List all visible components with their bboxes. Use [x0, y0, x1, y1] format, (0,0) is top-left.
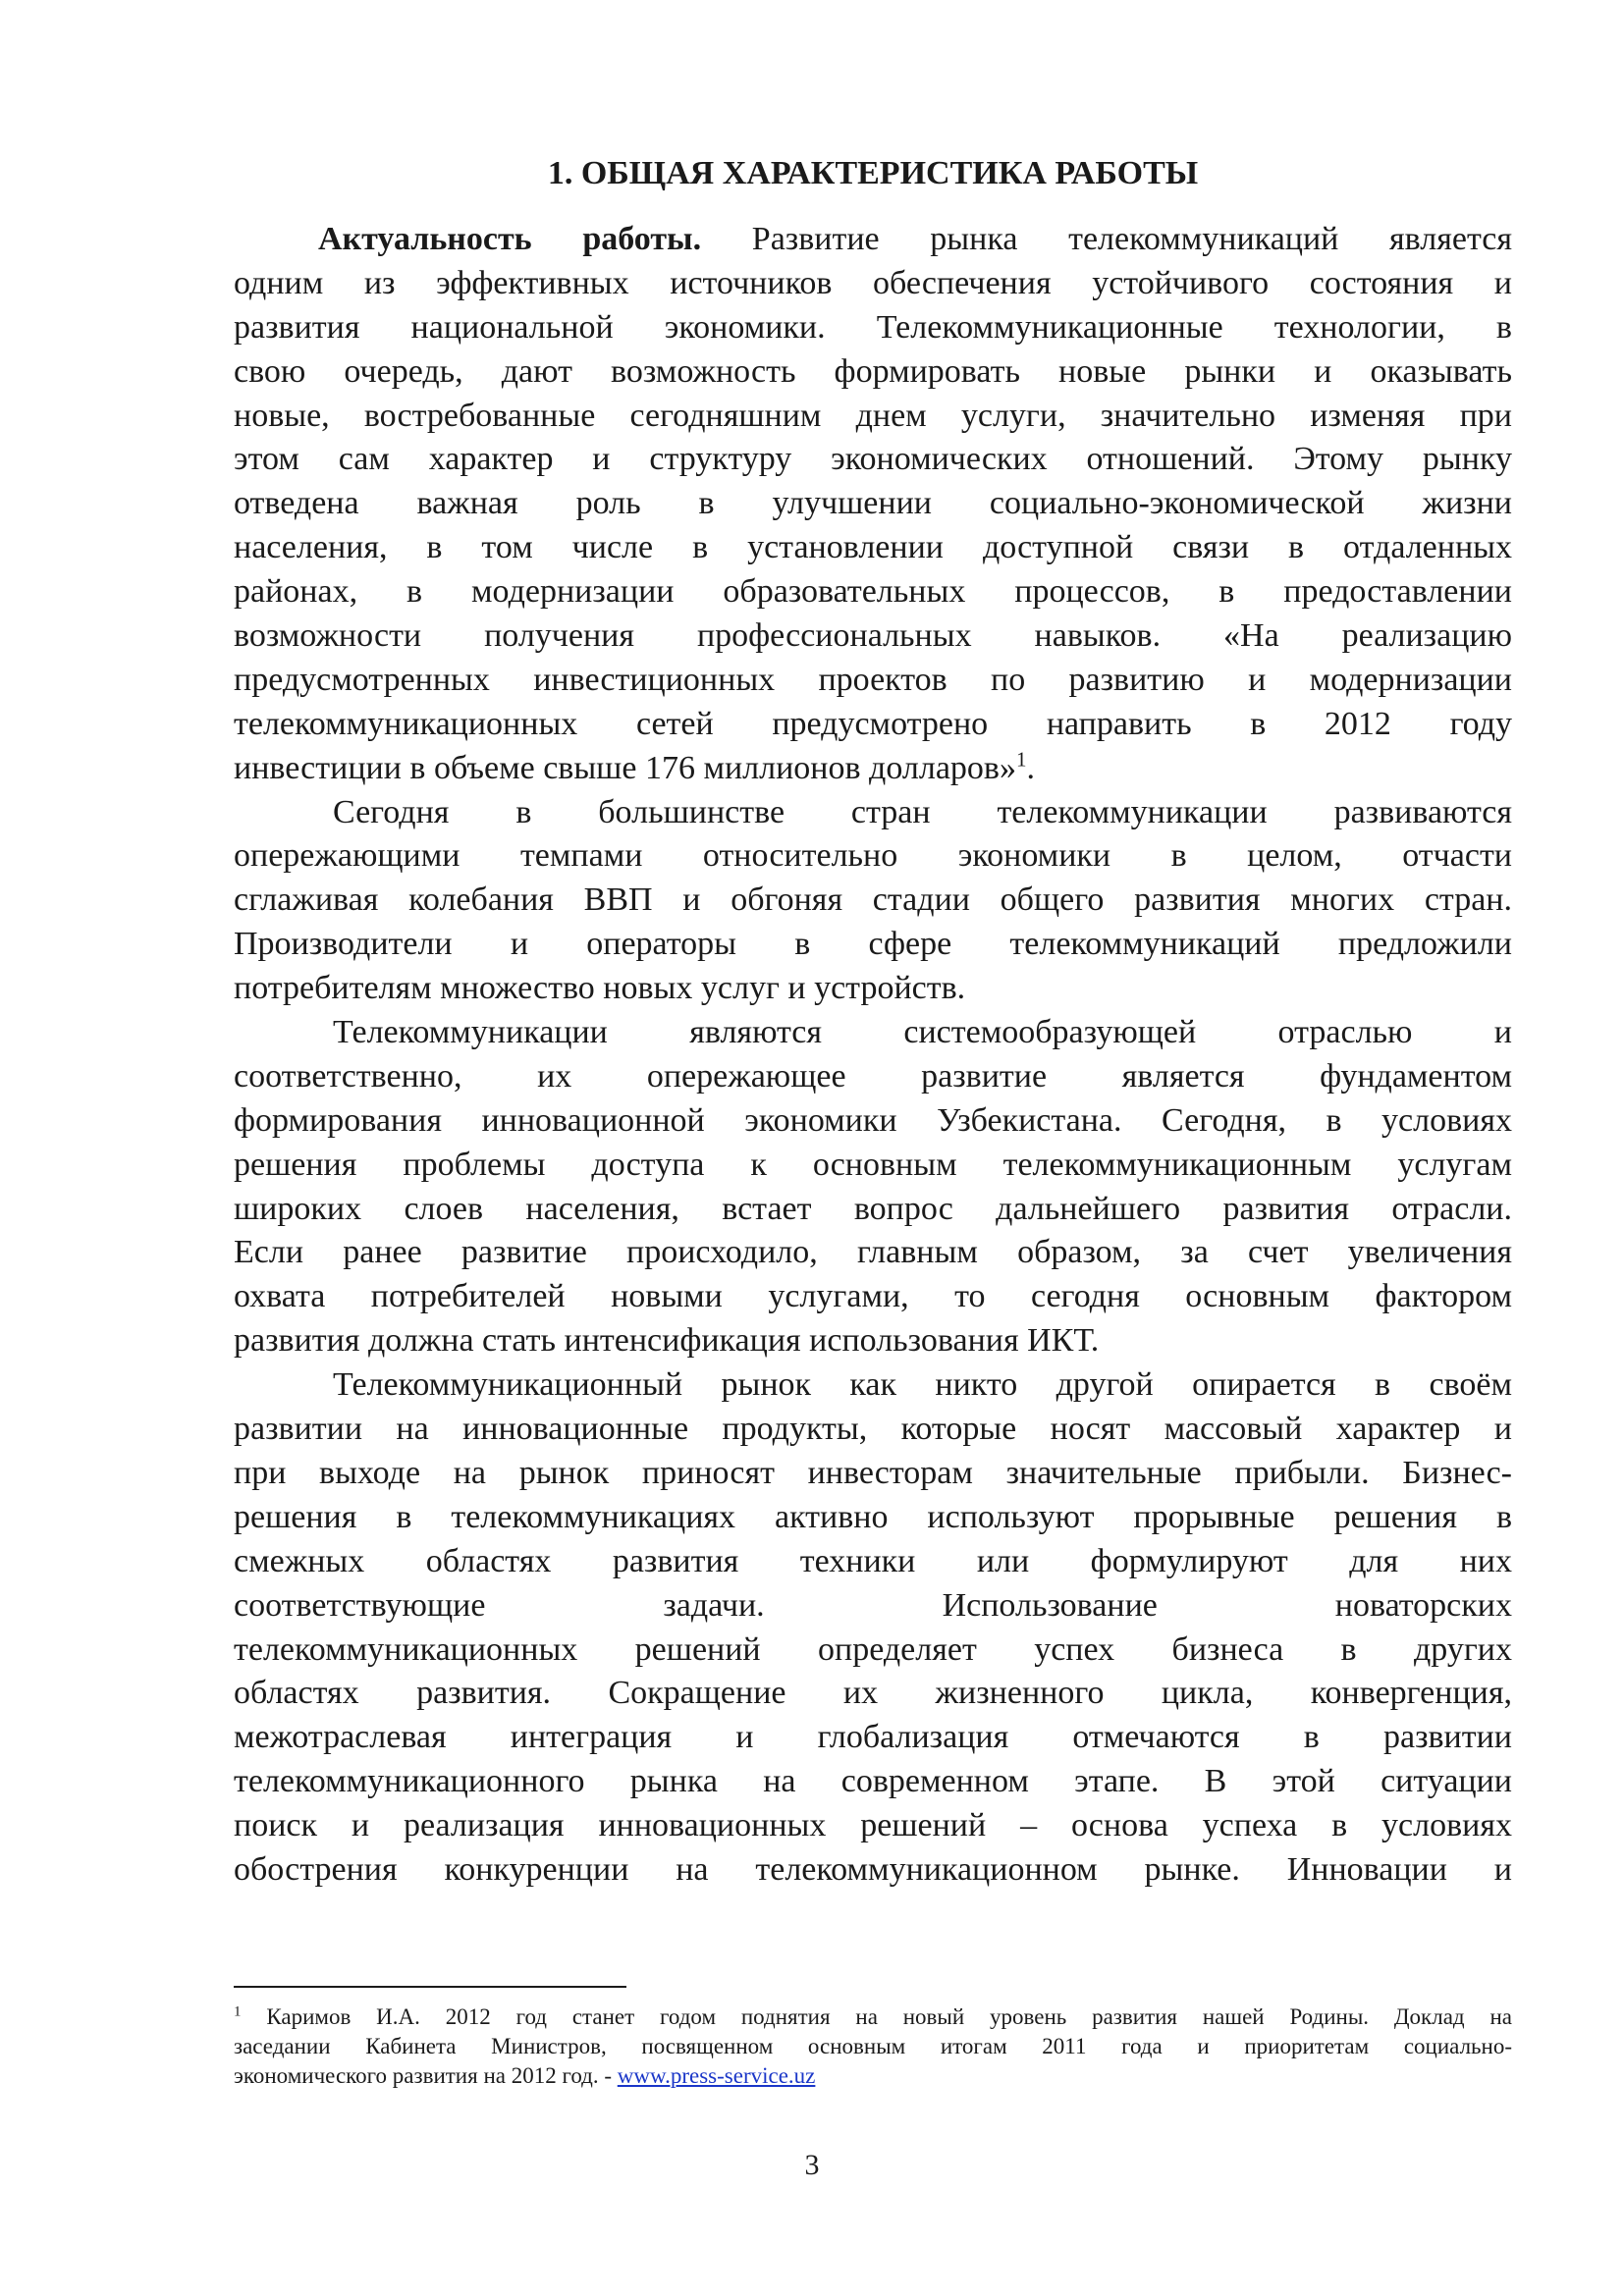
paragraph-system-industry	[234, 1011, 1512, 1363]
paragraph-line: опережающими темпами относительно экономики в целом, отчасти	[234, 837, 1512, 875]
footnote-reference: 1	[1015, 747, 1027, 772]
paragraph-line: телекоммуникационных сетей предусмотрено направить в 2012 году	[234, 705, 1512, 742]
paragraph-innovation	[234, 1363, 1512, 1893]
paragraph-growth	[234, 791, 1512, 1011]
paragraph-line: одним из эффективных источников обеспечения устойчивого состояния и	[234, 264, 1512, 301]
paragraph-line	[234, 218, 1512, 262]
paragraph-line: решения проблемы доступа к основным телекоммуникационным услугам	[234, 1146, 1512, 1183]
page-number: 3	[804, 2149, 820, 2181]
paragraph-line: предусмотренных инвестиционных проектов по развитию и модернизации	[234, 661, 1512, 698]
paragraph-line: межотраслевая интеграция и глобализация отмечаются в развитии	[234, 1719, 1512, 1756]
body-text	[234, 218, 1512, 1893]
line-end: .	[1026, 749, 1035, 786]
section-heading: 1. ОБЩАЯ ХАРАКТЕРИСТИКА РАБОТЫ	[547, 155, 1199, 191]
paragraph-line: Если ранее развитие происходило, главным образом, за счет увеличения	[234, 1234, 1512, 1271]
paragraph-line: обострения конкуренции на телекоммуникационном рынке. Инновации и	[234, 1850, 1512, 1888]
footnote-link[interactable]: www.press-service.uz	[617, 2063, 816, 2088]
paragraph-line: возможности получения профессиональных навыков. «На реализацию	[234, 617, 1512, 655]
paragraph-line: развития национальной экономики. Телекоммуникационные технологии, в	[234, 308, 1512, 346]
paragraph-line: развитии на инновационные продукты, которые носят массовый характер и	[234, 1411, 1512, 1448]
paragraph-line: отведена важная роль в улучшении социально-экономической жизни	[234, 485, 1512, 522]
paragraph-line: сглаживая колебания ВВП и обгоняя стадии общего развития многих стран.	[234, 881, 1512, 919]
paragraph-line: телекоммуникационных решений определяет успех бизнеса в других	[234, 1630, 1512, 1668]
paragraph-line: охвата потребителей новыми услугами, то сегодня основным фактором	[234, 1278, 1512, 1315]
footnote-text: Каримов И.А. 2012 год станет годом поднятия на новый уровень развития нашей Родины. Доклад на	[241, 2004, 1512, 2029]
paragraph-line: населения, в том числе в установлении доступной связи в отдаленных	[234, 529, 1512, 566]
paragraph-line: развития должна стать интенсификация использования ИКТ.	[234, 1322, 1100, 1360]
paragraph-line: новые, востребованные сегодняшним днем услуги, значительно изменяя при	[234, 397, 1512, 434]
paragraph-line: этом сам характер и структуру экономических отношений. Этому рынку	[234, 441, 1512, 478]
paragraph-relevance	[234, 218, 1512, 791]
paragraph-line: формирования инновационной экономики Узбекистана. Сегодня, в условиях	[234, 1101, 1512, 1139]
footnote	[234, 2002, 1512, 2091]
footnote-line	[234, 2061, 1512, 2091]
paragraph-line: соответственно, их опережающее развитие является фундаментом	[234, 1057, 1512, 1095]
paragraph-line: свою очередь, дают возможность формировать новые рынки и оказывать	[234, 352, 1512, 390]
footnote-text: экономического развития на 2012 год. -	[234, 2063, 618, 2088]
paragraph-line: смежных областях развития техники или формулируют для них	[234, 1542, 1512, 1579]
paragraph-line: поиск и реализация инновационных решений – основа успеха в условиях	[234, 1807, 1512, 1844]
paragraph-line: областях развития. Сокращение их жизненного цикла, конвергенция,	[234, 1675, 1512, 1712]
footnote-line: заседании Кабинета Министров, посвященном основным итогам 2011 года и приоритетам социально-	[234, 2034, 1512, 2058]
footnote-line	[234, 2002, 1512, 2032]
line-text: Развитие рынка телекоммуникаций является	[701, 221, 1512, 257]
paragraph-line: телекоммуникационного рынка на современном этапе. В этой ситуации	[234, 1763, 1512, 1800]
paragraph-line: при выходе на рынок приносят инвесторам значительные прибыли. Бизнес-	[234, 1454, 1512, 1491]
paragraph-line: Телекоммуникационный рынок как никто другой опирается в своём	[333, 1366, 1512, 1404]
paragraph-line	[234, 747, 1512, 791]
paragraph-line: решения в телекоммуникациях активно используют прорывные решения в	[234, 1498, 1512, 1535]
paragraph-line: соответствующие задачи. Использование новаторских	[234, 1586, 1512, 1624]
paragraph-line: широких слоев населения, встает вопрос дальнейшего развития отрасли.	[234, 1190, 1512, 1227]
paragraph-line: потребителям множество новых услуг и устройств.	[234, 970, 966, 1007]
footnote-mark: 1	[234, 2003, 242, 2020]
paragraph-line: районах, в модернизации образовательных процессов, в предоставлении	[234, 573, 1512, 611]
footnote-separator	[234, 1986, 626, 1988]
paragraph-line: Телекоммуникации являются системообразующей отраслью и	[333, 1014, 1512, 1051]
paragraph-line: Производители и операторы в сфере телекоммуникаций предложили	[234, 926, 1512, 963]
line-text: инвестиции в объеме свыше 176 миллионов долларов»	[234, 749, 1016, 786]
paragraph-line: Сегодня в большинстве стран телекоммуникации развиваются	[333, 793, 1512, 830]
lead-label: Актуальность работы.	[318, 221, 702, 257]
